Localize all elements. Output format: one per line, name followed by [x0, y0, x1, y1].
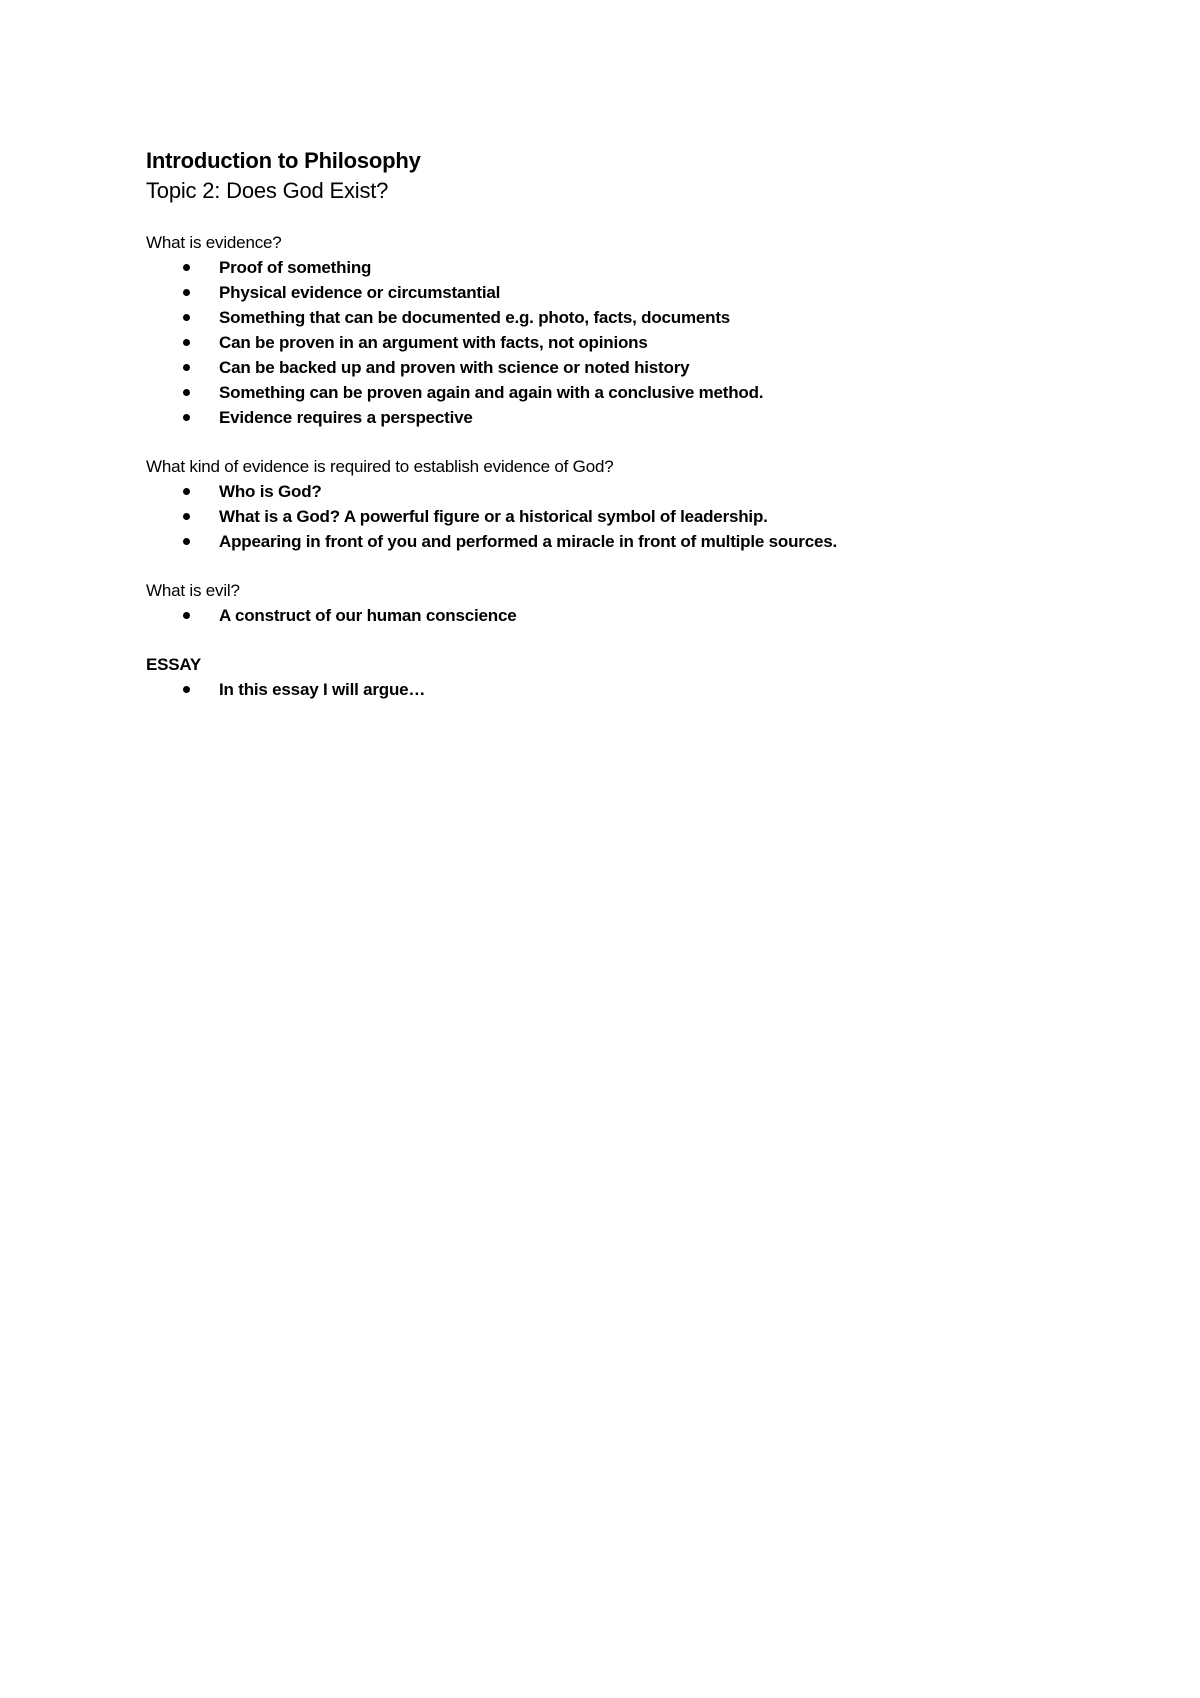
list-item-text: Can be backed up and proven with science or noted history: [219, 358, 690, 377]
bullet-icon: [183, 538, 190, 545]
list-item-text: Something that can be documented e.g. photo, facts, documents: [219, 308, 731, 327]
bullet-icon: [183, 264, 190, 271]
list-item: [146, 380, 1106, 405]
document-subtitle: Topic 2: Does God Exist?: [146, 178, 389, 203]
section-heading: ESSAY: [146, 655, 202, 674]
list-item: [146, 405, 1106, 430]
list-item: [146, 529, 1106, 554]
bullet-icon: [183, 513, 190, 520]
list-item-text: Proof of something: [219, 258, 372, 277]
list-item: [146, 355, 1106, 380]
bullet-icon: [183, 414, 190, 421]
bullet-icon: [183, 364, 190, 371]
list-item: [146, 603, 1106, 628]
bullet-list: [146, 479, 1106, 554]
bullet-list: [146, 603, 1106, 628]
section-evidence-of-god: [146, 454, 1106, 554]
list-item-text: Physical evidence or circumstantial: [219, 283, 501, 302]
list-item-text: Evidence requires a perspective: [219, 408, 473, 427]
section-evil: [146, 578, 1106, 628]
section-evidence: [146, 230, 1106, 430]
bullet-list: [146, 255, 1106, 430]
list-item-text: Can be proven in an argument with facts, not opinions: [219, 333, 648, 352]
bullet-icon: [183, 289, 190, 296]
bullet-icon: [183, 612, 190, 619]
list-item-text: Who is God?: [219, 482, 322, 501]
list-item-text: Something can be proven again and again with a conclusive method.: [219, 383, 764, 402]
list-item: [146, 280, 1106, 305]
list-item: [146, 479, 1106, 504]
bullet-icon: [183, 389, 190, 396]
list-item: [146, 677, 1106, 702]
section-essay: [146, 652, 1106, 702]
list-item: [146, 255, 1106, 280]
list-item-text: A construct of our human conscience: [219, 606, 517, 625]
bullet-list: [146, 677, 1106, 702]
list-item-text: In this essay I will argue…: [219, 680, 426, 699]
section-heading: What kind of evidence is required to establish evidence of God?: [146, 457, 614, 476]
bullet-icon: [183, 314, 190, 321]
document-title: Introduction to Philosophy: [146, 148, 421, 173]
document-body: [146, 146, 1106, 726]
list-item: [146, 305, 1106, 330]
bullet-icon: [183, 339, 190, 346]
list-item: [146, 504, 1106, 529]
list-item-text: What is a God? A powerful figure or a historical symbol of leadership.: [219, 507, 768, 526]
section-heading: What is evidence?: [146, 233, 282, 252]
section-heading: What is evil?: [146, 581, 240, 600]
bullet-icon: [183, 488, 190, 495]
list-item-text: Appearing in front of you and performed a miracle in front of multiple sources.: [219, 532, 837, 551]
list-item: [146, 330, 1106, 355]
bullet-icon: [183, 686, 190, 693]
